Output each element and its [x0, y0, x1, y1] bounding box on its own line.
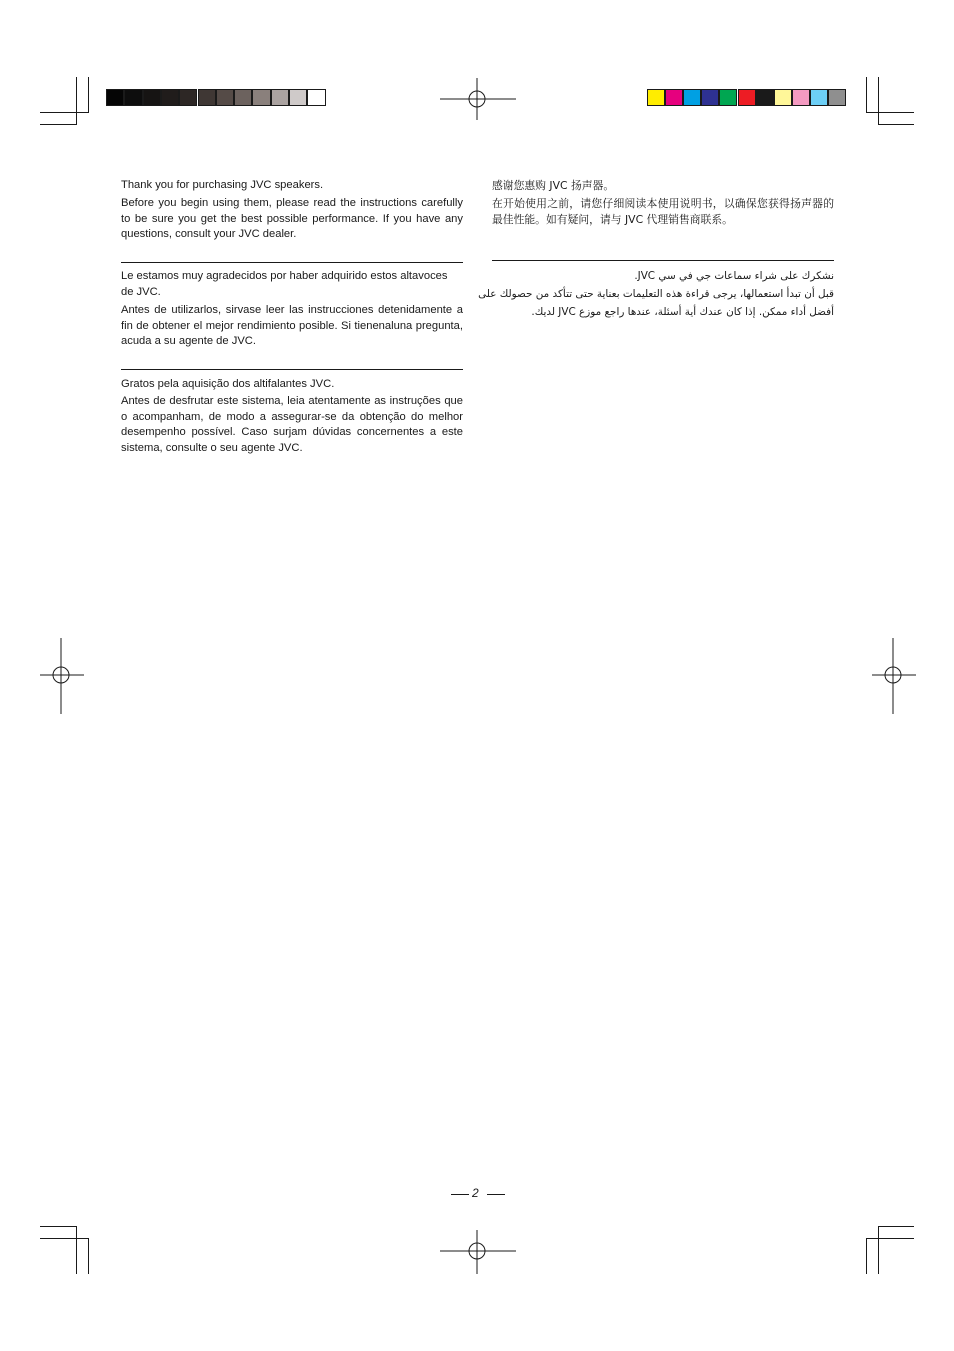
crop-mark: [88, 77, 89, 113]
crop-mark: [866, 1238, 914, 1239]
registration-mark-icon: [872, 638, 916, 714]
color-swatch: [143, 89, 161, 106]
color-swatch: [810, 89, 828, 106]
color-swatch: [665, 89, 683, 106]
color-swatch: [774, 89, 792, 106]
color-swatch: [756, 89, 774, 106]
color-swatch: [289, 89, 307, 106]
crop-mark: [878, 1226, 879, 1274]
color-swatch: [271, 89, 289, 106]
registration-mark-icon: [440, 78, 516, 120]
crop-mark: [878, 124, 914, 125]
crop-mark: [40, 112, 88, 113]
color-swatch: [738, 89, 756, 106]
color-swatch: [701, 89, 719, 106]
crop-mark: [40, 124, 76, 125]
arabic-instructions-line: قبل أن تبدأ استعمالها، يرجى قراءة هذه التعليمات بعناية حتى تتأكد من حصولك على: [478, 288, 834, 300]
english-thanks: Thank you for purchasing JVC speakers.: [121, 179, 324, 191]
section-divider: [492, 260, 834, 261]
color-swatch: [198, 89, 216, 106]
color-swatch: [828, 89, 846, 106]
crop-mark: [866, 1238, 867, 1274]
crop-mark: [76, 77, 77, 125]
crop-mark: [866, 112, 914, 113]
arabic-thanks: نشكرك على شراء سماعات جي في سي JVC.: [634, 270, 834, 282]
section-divider: [121, 262, 463, 263]
portuguese-thanks: Gratos pela aquisição dos altifalantes JVC.: [121, 378, 335, 390]
crop-mark: [866, 77, 867, 113]
color-swatch: [307, 89, 325, 106]
arabic-instructions-line: أفضل أداء ممكن. إذا كان عندك أية أسئلة، عندها راجع موزع JVC لديك.: [531, 306, 834, 318]
color-swatch: [234, 89, 252, 106]
crop-mark: [76, 1226, 77, 1274]
registration-mark-icon: [440, 1230, 516, 1274]
spanish-thanks: Le estamos muy agradecidos por haber adquirido estos altavoces de JVC.: [121, 270, 448, 298]
crop-mark: [878, 77, 879, 125]
crop-mark: [40, 1238, 88, 1239]
crop-mark: [40, 1226, 76, 1227]
color-swatch: [106, 89, 124, 106]
color-swatch: [647, 89, 665, 106]
section-divider: [121, 369, 463, 370]
crop-mark: [88, 1238, 89, 1274]
color-swatch: [683, 89, 701, 106]
page-number-dash: [451, 1194, 469, 1195]
page-number-dash: [487, 1194, 505, 1195]
crop-mark: [878, 1226, 914, 1227]
color-swatch: [792, 89, 810, 106]
color-swatch: [216, 89, 234, 106]
color-swatch: [161, 89, 179, 106]
registration-mark-icon: [40, 638, 84, 714]
color-swatch: [179, 89, 197, 106]
portuguese-instructions: Antes de desfrutar este sistema, leia atentamente as instruções que o acompanham, de modo a assegurar-se da obtenção do melhor desempenho possível. Caso surjam dúvidas concernentes a este sistema, consulte o seu agente JVC.: [121, 395, 463, 454]
page-number: 2: [472, 1186, 479, 1200]
color-swatch: [719, 89, 737, 106]
chinese-instructions: 在开始使用之前，请您仔细阅读本使用说明书，以确保您获得扬声器的最佳性能。如有疑问，请与 JVC 代理销售商联系。: [492, 197, 834, 226]
english-instructions: Before you begin using them, please read the instructions carefully to be sure you get the best possible performance. If you have any questions, consult your JVC dealer.: [121, 197, 463, 241]
color-swatch: [252, 89, 270, 106]
chinese-thanks: 感谢您惠购 JVC 扬声器。: [492, 179, 615, 192]
spanish-instructions: Antes de utilizarlos, sirvase leer las instrucciones detenidamente a fin de obtener el mejor rendimiento posible. Si tienenaluna pregunta, acuda a su agente de JVC.: [121, 304, 463, 348]
color-swatch: [124, 89, 142, 106]
